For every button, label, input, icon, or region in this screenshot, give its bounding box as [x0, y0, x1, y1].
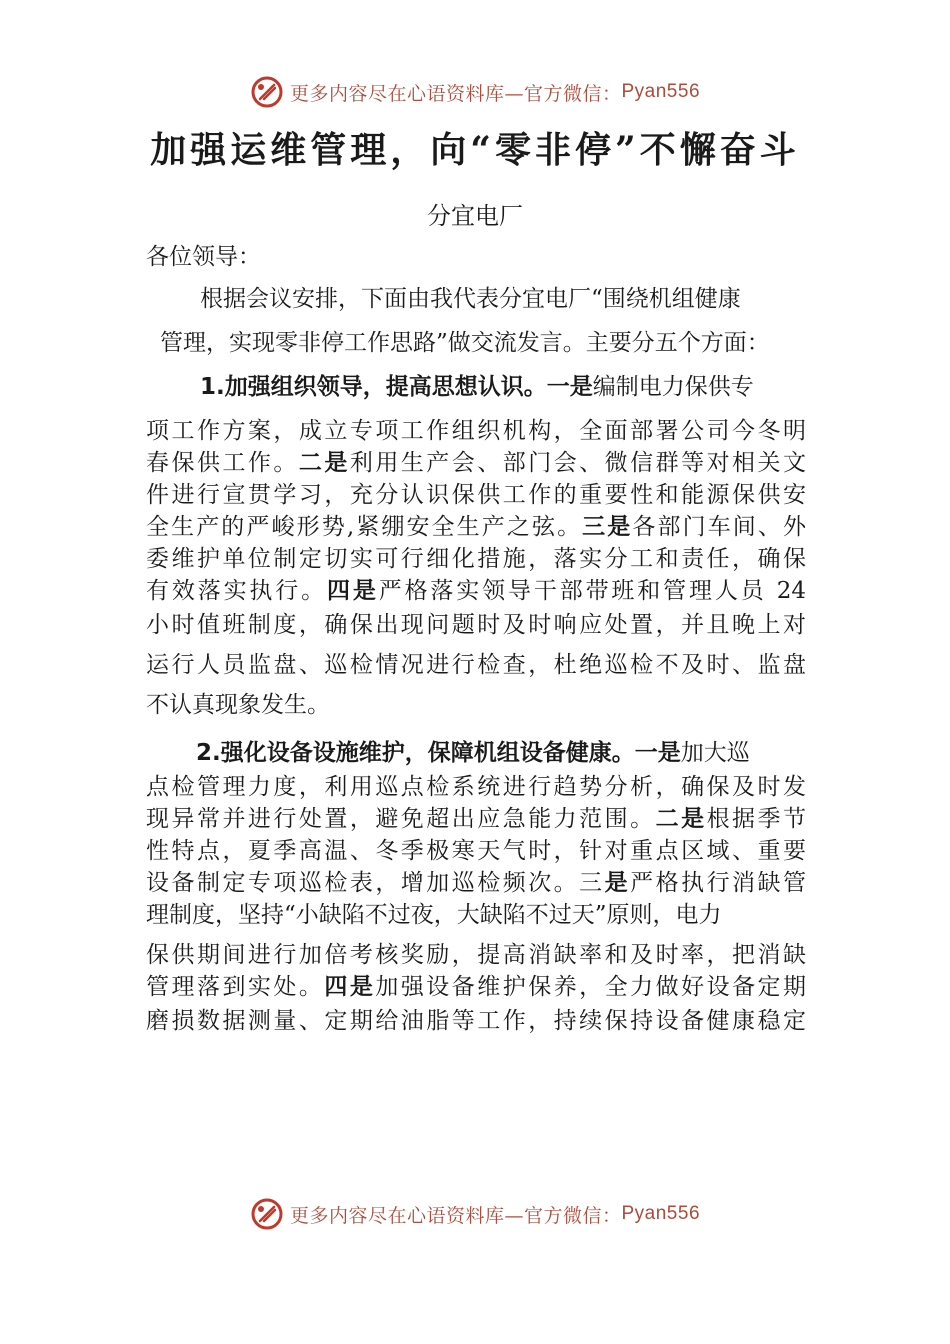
section1-line-5 [146, 512, 806, 542]
watermark-wechat: Pyan556 [621, 81, 701, 102]
section2-text-5: 设备制定专项巡检表，增加巡检频次。三 [146, 870, 605, 896]
section2-rest-8: 加强设备维护保养，全力做好设备定期 [375, 974, 807, 1000]
section1-kw-2: 二是 [298, 450, 350, 476]
watermark-banner-top [0, 74, 950, 110]
watermark-logo-icon [250, 1197, 284, 1231]
section2-line-2: 点检管理力度，利用巡点检系统进行趋势分析，确保及时发 [146, 774, 806, 800]
section1-kw-1: 一是 [546, 374, 593, 400]
document-title: 加强运维管理，向“零非停”不懈奋斗 [150, 129, 800, 171]
section1-line-8: 小时值班制度，确保出现问题时及时响应处置，并且晚上对 [146, 612, 806, 638]
watermark-banner-bottom [0, 1196, 950, 1232]
section1-line-9: 运行人员监盘、巡检情况进行检查，杜绝巡检不及时、监盘 [146, 652, 806, 678]
section1-line-2: 项工作方案，成立专项工作组织机构，全面部署公司今冬明 [146, 418, 806, 444]
section2-text-3: 现异常并进行处置，避免超出应急能力范围。 [146, 806, 656, 832]
section2-line-5 [146, 868, 806, 898]
section1-text-7: 有效落实执行。 [146, 578, 327, 604]
section2-line-8 [146, 972, 806, 1002]
watermark-wechat: Pyan556 [621, 1203, 701, 1224]
section1-line-6: 委维护单位制定切实可行细化措施，落实分工和责任，确保 [146, 546, 806, 572]
section2-kw-3: 是 [604, 870, 631, 896]
section1-line-7 [146, 576, 806, 606]
section2-line-4: 性特点，夏季高温、冬季极寒天气时，针对重点区域、重要 [146, 838, 806, 864]
section2-line-7: 保供期间进行加倍考核奖励，提高消缺率和及时率，把消缺 [146, 942, 806, 968]
section1-kw-4: 四是 [327, 578, 379, 604]
section2-text-1: 加大巡 [680, 740, 750, 766]
organization-name: 分宜电厂 [427, 202, 523, 230]
section2-kw-4: 四是 [324, 974, 376, 1000]
section1-text-1: 编制电力保供专 [592, 374, 754, 400]
section1-line-3 [146, 448, 806, 478]
section2-line-6: 理制度，坚持“小缺陷不过夜，大缺陷不过天”原则，电力 [146, 902, 722, 928]
greeting: 各位领导： [146, 244, 261, 270]
section1-rest-5: 各部门车间、外 [632, 514, 807, 540]
section1-rest-7: 严格落实领导干部带班和管理人员 24 [378, 578, 807, 604]
intro-line-2: 管理，实现零非停工作思路”做交流发言。主要分五个方面： [160, 330, 770, 356]
section1-line-4: 件进行宣贯学习，充分认识保供工作的重要性和能源保供安 [146, 482, 806, 508]
section2-line-3 [146, 804, 806, 834]
section2-kw-2: 二是 [655, 806, 707, 832]
intro-line-1: 根据会议安排，下面由我代表分宜电厂“围绕机组健康 [200, 286, 741, 312]
section1-heading: 1.加强组织领导，提高思想认识。 [200, 374, 547, 400]
section1-line-1 [200, 372, 754, 402]
watermark-text: 更多内容尽在心语资料库—官方微信： [289, 82, 622, 105]
watermark-text: 更多内容尽在心语资料库—官方微信： [289, 1204, 622, 1227]
section2-rest-3: 根据季节 [706, 806, 807, 832]
section1-text-5: 全生产的严峻形势,紧绷安全生产之弦。 [146, 514, 583, 540]
section1-text-3: 春保供工作。 [146, 450, 299, 476]
section2-line-1 [196, 738, 750, 768]
section2-text-8: 管理落到实处。 [146, 974, 325, 1000]
section2-heading: 2.强化设备设施维护，保障机组设备健康。 [196, 740, 635, 766]
section2-kw-1: 一是 [634, 740, 681, 766]
watermark-logo-icon [250, 75, 284, 109]
section2-rest-5: 严格执行消缺管 [630, 870, 807, 896]
section2-line-9: 磨损数据测量、定期给油脂等工作，持续保持设备健康稳定 [146, 1008, 806, 1034]
section1-rest-3: 利用生产会、部门会、微信群等对相关文 [349, 450, 807, 476]
section1-line-10: 不认真现象发生。 [146, 692, 330, 718]
section1-kw-3: 三是 [582, 514, 633, 540]
